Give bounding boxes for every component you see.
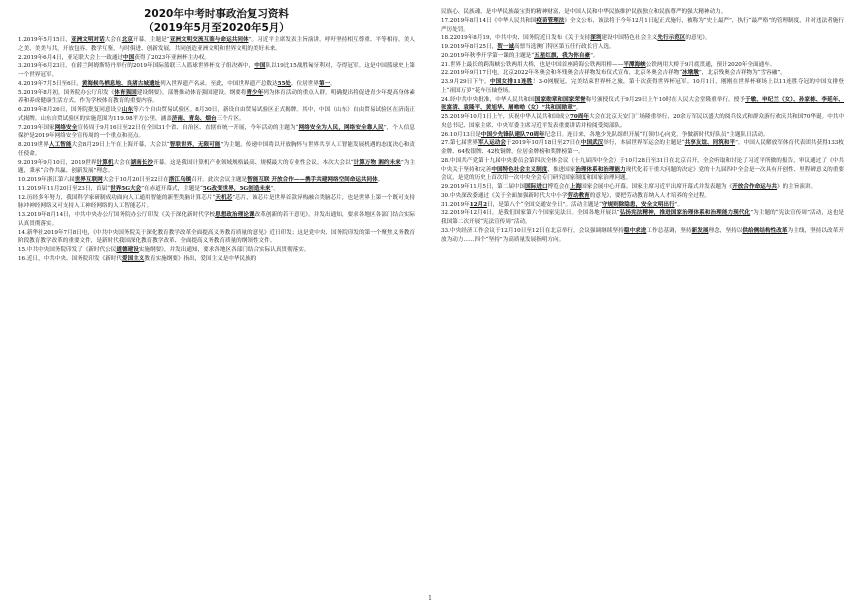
paragraph <box>18 89 415 107</box>
text-segment: 17.2019年8月14日《中华人民共和国 <box>441 17 537 24</box>
text-segment: 》全文公布，该法将于今年12月1日起正式施行，被称为“史上最严”，执行“最严格”的管理制度，并对违法者施行严厉处罚。 <box>441 17 844 33</box>
paragraph <box>441 113 844 131</box>
emphasized-term: 世界5G大会 <box>110 185 142 192</box>
text-segment: 30.中央深改委通过《关于全面加强新时代大中小学 <box>441 192 568 199</box>
emphasized-term: 疫苗管理法 <box>536 17 565 24</box>
emphasized-term: 网络安全为人民，网络安全靠人民 <box>298 124 384 131</box>
text-segment: 21.世界上最长的跨海峡公铁两用大桥，也是中国首座跨海公铁两用桥—— <box>441 61 624 68</box>
text-segment: 大会8月29日上午在上海开幕，大会以“ <box>71 142 170 148</box>
paragraph <box>18 124 415 142</box>
emphasized-term: 五星红旗，我为你自豪 <box>534 52 591 59</box>
text-segment: 的意见》，要把劳动教育纳入人才培养的全过程。 <box>589 192 711 199</box>
emphasized-term: 先行示范区 <box>657 35 686 42</box>
text-segment: 25.2019年10月1日上午，庆祝中华人民共和国成立 <box>441 114 571 120</box>
text-segment: ”。中国人民解放军体育代表团共获得133枚金牌、64枚银牌、42枚铜牌，位居金牌榜和奖牌榜第一。 <box>441 140 844 155</box>
emphasized-term: 军人运动会 <box>477 140 506 147</box>
text-segment: 大会在 <box>113 159 131 166</box>
emphasized-term: 人工智能 <box>48 142 72 148</box>
paragraph <box>18 176 415 185</box>
text-segment: 。 <box>330 80 336 87</box>
emphasized-term: 供给侧结构性改革 <box>742 227 788 234</box>
text-segment: 实施纲要》，并发出通知，要求各地区各部门结合实际认真贯彻落实。 <box>138 247 310 253</box>
text-segment: ”，个人信息保护是2019年网络安全宣传周的一个重点和亮点。 <box>18 124 415 140</box>
text-segment: ”为主题，秉承“合作共赢、创新发展”理念。 <box>18 159 415 175</box>
document-title: 2020年中考时事政治复习资料 <box>144 8 289 20</box>
text-segment: 16.近日，中共中央、国务院印发《新时代 <box>18 255 122 262</box>
paragraph <box>441 17 844 35</box>
emphasized-term: 计算机 <box>96 159 114 166</box>
text-segment: 26.10月13日是 <box>441 131 481 138</box>
text-segment: ”，北京残奥会吉祥物为“雪容融”。 <box>698 70 786 77</box>
text-segment: 20.2019年秋季开学第一课的主题是“ <box>441 52 535 59</box>
paragraph <box>441 201 844 210</box>
text-segment: 列为体育活动的重点人群，明确提出将促进青少年提高身体素养和养成健康生活方式、作为学校体育教育的重要内容。 <box>18 89 415 105</box>
text-segment: 大会在 <box>104 37 122 43</box>
emphasized-term: 中国武汉 <box>580 140 604 147</box>
text-segment: ，推进国家 <box>547 166 576 173</box>
text-segment: 29.2019年11月5日，第二届中国 <box>441 184 526 190</box>
emphasized-term: 山东 <box>121 107 134 113</box>
text-segment: 开幕。主题是“ <box>132 37 170 43</box>
text-segment: 27.第七届世界 <box>441 140 478 147</box>
emphasized-term: 北京 <box>121 37 133 43</box>
emphasized-term: 70周年 <box>570 114 590 120</box>
text-segment: 10.2019年浙江第六届 <box>18 177 75 183</box>
paragraph <box>441 69 844 78</box>
emphasized-term: 守规则除隐患，安全文明出行 <box>601 201 675 208</box>
text-segment: ”为主题的“宪法宣传周”活动，这也是我国第二次开展“宪法宣传周”活动。 <box>441 210 844 225</box>
paragraph <box>441 78 844 96</box>
paragraph <box>18 246 415 255</box>
emphasized-term: 上海 <box>569 184 582 190</box>
emphasized-term: 国家勋章和国家荣誉 <box>534 96 586 103</box>
emphasized-term: 亚洲文明交流互鉴与命运共同体 <box>169 37 249 43</box>
emphasized-term: 黄海候鸟栖息地、良渚古城遗址 <box>81 80 161 87</box>
document-subtitle: （2019年5月至2020年5月） <box>143 22 290 34</box>
paragraph <box>18 159 415 177</box>
paragraph <box>18 194 415 212</box>
paragraph <box>441 183 844 192</box>
paragraph <box>18 80 415 89</box>
emphasized-term: 网络安全 <box>54 124 78 131</box>
emphasized-term: 治理体系和治理能力 <box>575 166 626 173</box>
text-segment: 大会于10月20日至22日在 <box>102 177 169 183</box>
emphasized-term: 55处 <box>277 80 292 87</box>
emphasized-term: 国际进口 <box>525 184 548 190</box>
text-segment: 4.2019年7月5日至6日， <box>18 80 82 87</box>
text-segment: 3.2019年6月23日，在薛兰阿姆斯特丹举行的2019年国际篮联三人篮球世界杯女子组决赛中， <box>18 63 255 70</box>
emphasized-term: 思想政治理论课 <box>215 212 255 218</box>
text-segment: 高票当选澳门特区第五任行政长官人选。 <box>513 44 615 50</box>
text-segment: 。 <box>377 177 384 183</box>
text-segment: 教育实施纲要》指出，爱国主义是中华民族的 <box>144 255 257 262</box>
paragraph <box>441 227 844 245</box>
emphasized-term: 第一 <box>319 80 331 87</box>
text-segment: 为主线，坚持以改革开放为动力……四个“坚持”为高质量发展指明方向。 <box>441 227 844 243</box>
paragraph <box>441 192 844 201</box>
text-segment: 理念，坚持以 <box>708 227 743 234</box>
paragraph <box>441 96 844 114</box>
text-segment: 开幕。这是我国计算机产业领域规格最高、规模最大的专业性会议。本次大会以“ <box>153 159 354 166</box>
text-segment: 现代化若干重大问题的决定》党的十九届四中全会是一次具有开创性、里程碑意义的重要会议，是党的历史上首次用一次中央全会专门研究国家制度和国家治理问题。 <box>441 166 844 182</box>
paragraph <box>441 157 844 183</box>
emphasized-term: 智联世界，无限可能 <box>169 142 221 148</box>
text-segment: 纪念日。连日来，各地少先队组织开展“红领巾心向党，争做新时代好队员”主题队日活动。 <box>544 131 769 138</box>
emphasized-term: 中国 <box>254 63 266 70</box>
emphasized-term: 湖南长沙 <box>130 159 154 166</box>
text-segment: 24.经中共中央批准，中华人民共和国 <box>441 96 535 103</box>
emphasized-term: 新发展 <box>691 227 709 234</box>
emphasized-term: 计算万物 湘约未来 <box>353 159 401 166</box>
text-segment: 获得了2023年亚洲杯主办权。 <box>134 54 210 61</box>
emphasized-term: 共享友谊、同筑和平 <box>684 140 736 147</box>
emphasized-term: 5G改变世界，5G创造未来 <box>202 185 271 192</box>
emphasized-term: 中国女排11连胜 <box>489 79 533 85</box>
text-segment: 博览会在 <box>547 184 570 190</box>
paragraph <box>441 139 844 157</box>
emphasized-term: 济南、青岛、烟台 <box>171 115 217 122</box>
emphasized-term: 浙江乌镇 <box>168 177 192 183</box>
text-segment: ，位居世界 <box>291 80 319 87</box>
emphasized-term: 中国特色社会主义制度 <box>491 166 548 173</box>
right-column <box>441 8 844 244</box>
text-segment: ”为主题，传递中国将以开放胸怀与世界共享人工智能发展机遇的态度决心和责任使命。 <box>18 142 415 157</box>
text-segment: ”芯片，该芯片是世界首款异构融合类脑芯片，也是世界上第一个既可支持脉冲神经网络又可支持人工神经网络的人工智能芯片。 <box>18 194 415 210</box>
emphasized-term: 中国少先锋队建队70周年 <box>480 131 545 138</box>
emphasized-term: 深圳 <box>590 35 602 42</box>
text-segment: 日，是第八个“全国交通安全日”。活动主题是“ <box>487 201 602 208</box>
emphasized-term: 爱国主义 <box>122 255 145 262</box>
emphasized-term: 中国 <box>123 54 135 61</box>
text-segment: 》的主旨演讲。 <box>776 184 817 190</box>
text-segment: 18.22019年8月19，中共中央、国务院近日发布《关于支持 <box>441 35 591 42</box>
text-segment: 9.2019年9月10日，2019世界 <box>18 159 97 166</box>
paragraph <box>18 62 415 80</box>
text-segment: 19.2019年8月25日， <box>441 44 498 50</box>
emphasized-term: 稳中求进 <box>623 227 647 234</box>
paragraph <box>18 229 415 247</box>
text-segment: 改革创新的若干意见》，并发出通知，要求各地区各部门结合实际认真贯彻落实。 <box>18 212 415 227</box>
paragraph <box>18 211 415 229</box>
paragraph <box>18 36 415 54</box>
text-segment: 22.2019年9月17日电，北京2022年冬奥会和冬残奥会吉祥物发布仪式宣布，北京冬奥会吉祥物“ <box>441 70 683 77</box>
emphasized-term: 开放合作命运与共 <box>732 184 777 190</box>
text-segment: 大会在北京天安门广场隆重举行，20余万军民以盛大的阅兵仪式和群众游行欢庆共和国70华诞。中共中央总书记、国家主席、中央军委主席习近平发表重要讲话并检阅受阅部队。 <box>441 114 844 129</box>
paragraph <box>441 61 844 70</box>
text-segment: 23.9月29日下午， <box>441 79 490 85</box>
paragraph <box>18 106 415 124</box>
text-segment: 公铁两用大桥于9月底贯通，预计2020年全面通车。 <box>645 61 776 68</box>
text-segment: 建设纲要》，部署推动体育强国建设。纲要将 <box>136 89 247 96</box>
paragraph <box>441 209 844 227</box>
text-segment: 国家会展中心开幕。国家主席习近平出席开幕式并发表题为《 <box>581 184 733 190</box>
text-segment: 民族心、民族魂，是中华民族最宝贵的精神财富，是中国人民和中华民族维护民族独立和民族尊严的强大精神动力。 <box>441 9 727 15</box>
paragraph <box>18 141 415 159</box>
paragraph <box>441 52 844 61</box>
emphasized-term: 智能互联 开放合作——携手共建网络空间命运共同体 <box>247 177 378 183</box>
text-segment: 队以19比15战胜匈牙利对，夺得冠军。这是中国篮球史上第一个世界冠军。 <box>18 63 415 78</box>
text-segment: 14.新华社2019年7月8日电，《中共中央国务院关于深化教育教学改革全面提高义务教育质量的意见》近日印发；这是党中央、国务院印发的第一个聚焦义务教育阶段教育教学改革的重要文件，是新时代我国深化教育教学改革、全面提高义务教育质量的纲领性文件。 <box>18 229 415 245</box>
emphasized-term: 世界互联网 <box>74 177 103 183</box>
text-segment: 等六个自由贸易试验区。8月30日，新设自由贸易试验区正式揭牌。其中，中国（山东）自由贸易试验区在济南正式揭牌。山东自贸试验区的实施范围为119.98平方公里，涵盖 <box>18 107 415 122</box>
emphasized-term: 体育强国 <box>114 89 137 96</box>
text-segment: 6.2019年8月26日，国务院批复同意设立 <box>18 107 122 113</box>
paragraph <box>18 54 415 63</box>
text-segment: 15.中共中央国务院印发了《新时代公民 <box>18 247 117 253</box>
emphasized-term: 亚洲文明对话 <box>70 37 105 43</box>
emphasized-term: 平潭海峡 <box>623 61 646 68</box>
paragraph <box>441 43 844 52</box>
emphasized-term: 天机芯 <box>215 194 233 201</box>
text-segment: 建设中国特色社会主义 <box>601 35 658 42</box>
text-segment: 召开。此次会议主题是 <box>191 177 248 183</box>
text-segment: 1.2019年5月15日， <box>18 37 71 43</box>
text-segment: 31.2019年 <box>441 201 470 208</box>
emphasized-term: 劳动教育 <box>567 192 590 199</box>
text-segment: 于2019年10月18日至27日在 <box>505 140 581 147</box>
text-segment: 。 <box>576 105 582 112</box>
text-segment: 举行，本届世界军运会的主题是“ <box>603 140 685 147</box>
text-segment: 13.2019年8月14日，中共中央办公厅国务院办公厅印发《关于深化新时代学校 <box>18 212 216 218</box>
text-segment: 33.中央经济工作会议于12月10日至12日在北京举行，会议强调继续坚持 <box>441 227 624 234</box>
text-segment: 32.2019年12月4日，是我们国家第六个国家宪法日。全国各地开展以“ <box>441 210 620 217</box>
emphasized-term: 青少年 <box>246 89 264 96</box>
paragraph <box>441 34 844 43</box>
text-segment: 5.2019年8月初，国务院办公厅印发《 <box>18 89 115 96</box>
text-segment: ”。 <box>590 52 599 59</box>
text-segment: 的意见》。 <box>685 35 711 42</box>
text-segment: 11.2019年11月20日至23日，首届“ <box>18 185 111 192</box>
emphasized-term: 弘扬宪法精神，推进国家治理体系和治理能力现代化 <box>619 210 751 217</box>
text-segment: 8.2019世界 <box>18 142 49 148</box>
text-segment: 列入世界遗产名录。至此，中国世界遗产总数达 <box>160 80 278 87</box>
emphasized-term: 12月2 <box>469 201 488 208</box>
text-segment: ”。 <box>674 201 684 208</box>
text-segment: 三个片区。 <box>216 115 245 122</box>
paragraph <box>18 255 415 264</box>
page-number: 1 <box>428 595 432 602</box>
emphasized-term: 冰墩墩 <box>682 70 699 77</box>
text-segment: ”在赤道开幕式，主题是“ <box>141 185 203 192</box>
text-segment: 28.中国共产党第十九届中央委员会第四次全体会议（十九届四中全会）于10月28日至31日在北京召开。全会听取和讨论了习近平所做的报告，审议通过了《中共中央关于坚持和完善 <box>441 157 844 173</box>
emphasized-term: 于敏、申纪兰（女）、孙家栋、李延年、张富清、袁隆平、黄旭华、屠呦呦（女）“共和国勋章” <box>441 96 844 112</box>
paragraph <box>441 131 844 140</box>
paragraph <box>18 185 415 194</box>
text-segment: ”。习近平主席发表主旨演讲，呼吁坚持相互尊重、平等相待，美人之美、美美与共，开放包容、教学互鉴，与时俱进、创新发展，共同创造亚洲文明和世界文明的美好未来。 <box>18 37 415 52</box>
paragraph <box>441 8 844 17</box>
text-segment: 宣传周于9月16日至22日在全国31个省、自治区、直辖市统一开展，今年活动的主题为“ <box>77 124 299 131</box>
text-segment: 7.2019年国家 <box>18 124 55 131</box>
text-segment: 2.2019年6月4日，亚足联大会上一致通过 <box>18 54 124 61</box>
text-segment: 12.历经多年努力，我国科学家研制成功面向人工通用智能的新型类脑计算芯片“ <box>18 194 216 201</box>
text-segment: 工作总基调，坚持 <box>646 227 692 234</box>
text-segment: 称号颁授仪式于9月29日上午10时在人民大会堂隆重举行。授予 <box>585 96 746 103</box>
left-column <box>18 36 415 264</box>
emphasized-term: 贺一诚 <box>497 44 514 50</box>
text-segment: ！3-0网舰冠，完美结束世界杯之旅，第十次获得世界杯冠军。10月1日，刚刚在世界杯赛场上以11连胜夺冠的中国女排登上“祖国万岁”花车压轴登场。 <box>441 79 844 94</box>
emphasized-term: 道德建设 <box>116 247 139 253</box>
text-segment: ”。 <box>270 185 279 192</box>
